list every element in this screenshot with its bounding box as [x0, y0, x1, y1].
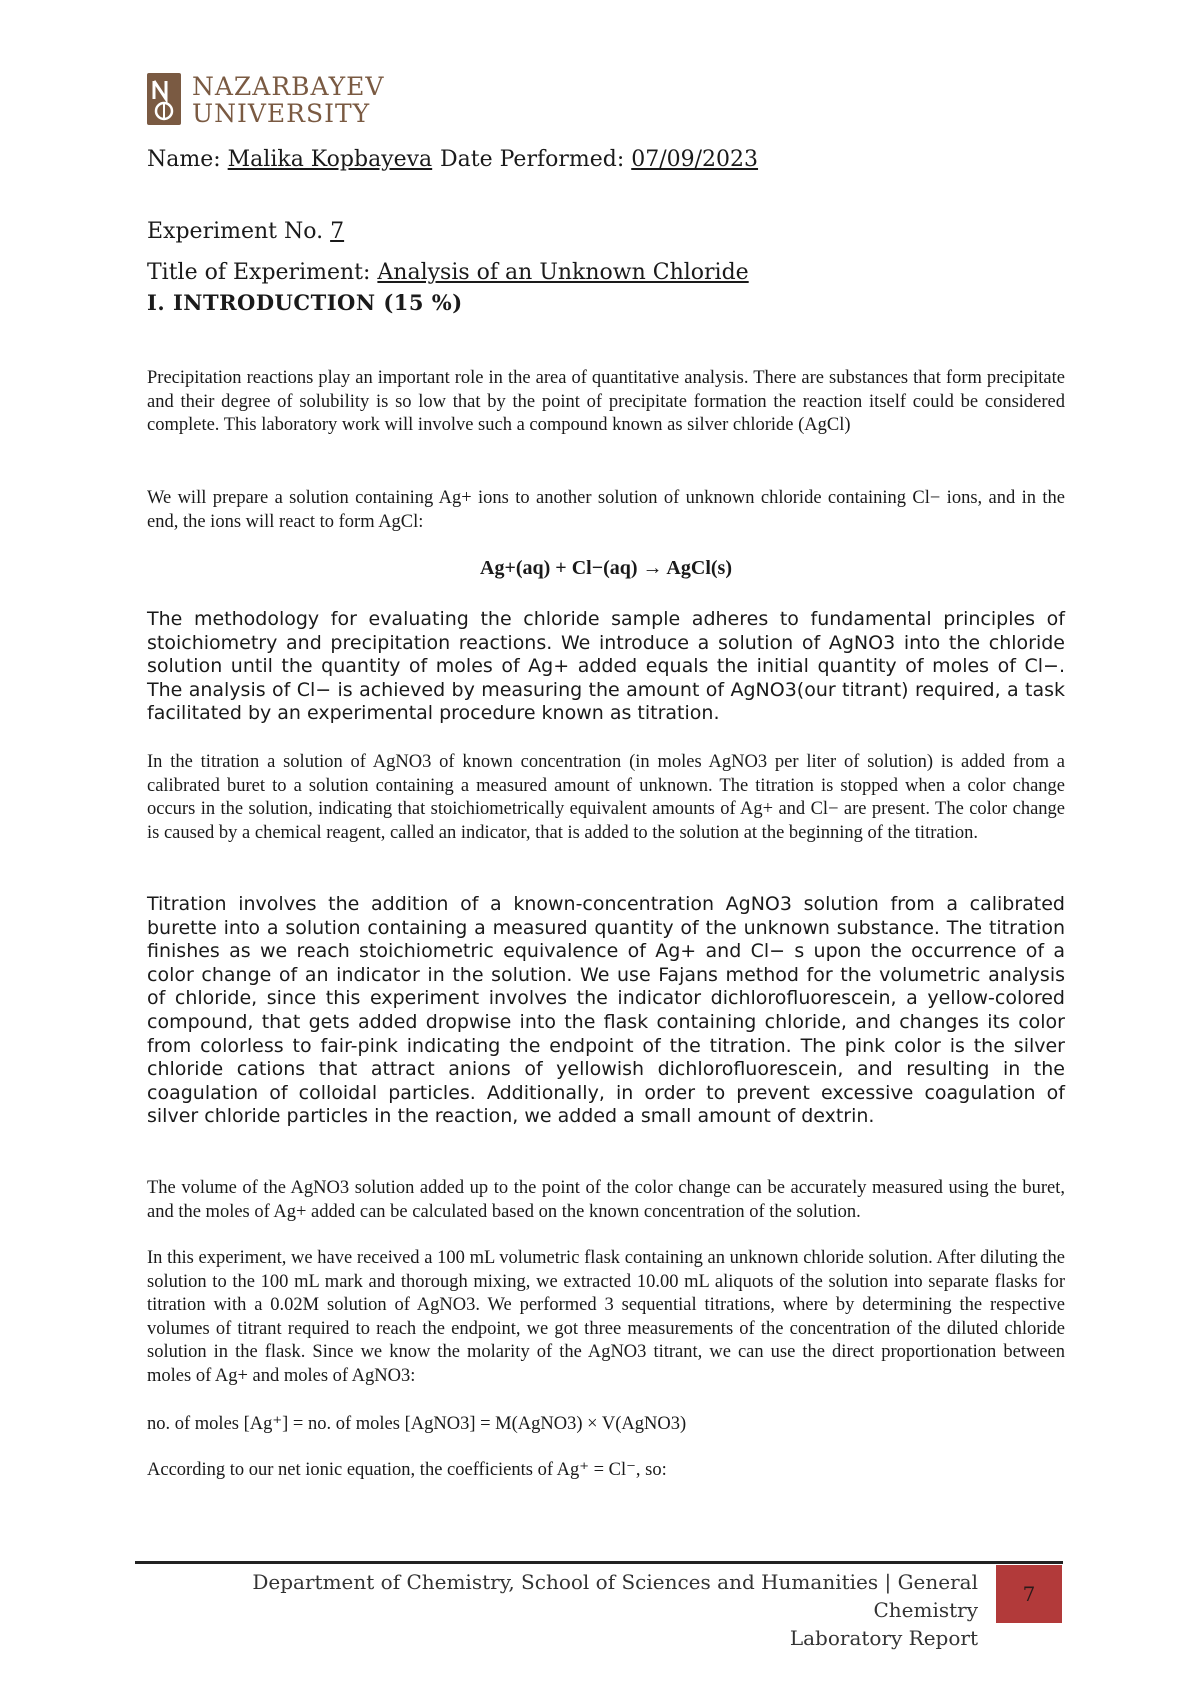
section-heading: I. INTRODUCTION (15 %) [147, 290, 463, 315]
date-performed: 07/09/2023 [631, 147, 759, 172]
experiment-title: Analysis of an Unknown Chloride [377, 260, 749, 285]
paragraph-2: We will prepare a solution containing Ag+ ions to another solution of unknown chloride containing Cl− ions, and in the end, the ions will react to form AgCl: [147, 488, 1065, 532]
footer-line-2: Laboratory Report [789, 1626, 978, 1650]
moles-equation: no. of moles [Ag⁺] = no. of moles [AgNO3] = M(AgNO3) × V(AgNO3) [147, 1414, 687, 1434]
page-number: 7 [996, 1565, 1062, 1623]
footer-divider [135, 1561, 1063, 1564]
footer-line-1: Department of Chemistry, School of Sciences and Humanities | General Chemistry [252, 1570, 978, 1622]
net-ionic-equation: Ag+(aq) + Cl−(aq) → AgCl(s) [480, 557, 732, 579]
date-label: Date Performed: [440, 147, 632, 172]
paragraph-8: According to our net ionic equation, the coefficients of Ag⁺ = Cl⁻, so: [147, 1460, 667, 1480]
university-emblem-icon [147, 73, 181, 125]
experiment-number-field [147, 219, 344, 244]
paragraph-4: In the titration a solution of AgNO3 of known concentration (in moles AgNO3 per liter of solution) is added from a calibrated buret to a solution containing a measured amount of unknown. The titration is stopped when a color change occurs in the solution, indicating that stoichiometrically equivalent amounts of Ag+ and Cl− are present. The color change is caused by a chemical reagent, called an indicator, that is added to the solution at the beginning of the titration. [147, 752, 1065, 843]
paragraph-1: Precipitation reactions play an important role in the area of quantitative analysis. There are substances that form precipitate and their degree of solubility is so low that by the point of precipitate formation the reaction itself could be considered complete. This laboratory work will involve such a compound known as silver chloride (AgCl) [147, 368, 1065, 435]
logo-line-1: NAZARBAYEV [192, 72, 385, 101]
date-field [440, 147, 758, 172]
name-label: Name: [147, 147, 228, 172]
experiment-number: 7 [330, 219, 345, 244]
paragraph-7: In this experiment, we have received a 100 mL volumetric flask containing an unknown chloride solution. After diluting the solution to the 100 mL mark and thorough mixing, we extracted 10.00 mL aliquots of the solution into separate flasks for titration with a 0.02M solution of AgNO3. We performed 3 sequential titrations, where by determining the respective volumes of titrant required to reach the endpoint, we got three measurements of the concentration of the diluted chloride solution in the flask. Since we know the molarity of the AgNO3 titrant, we can use the direct proportionation between moles of Ag+ and moles of AgNO3: [147, 1248, 1065, 1386]
paragraph-3: The methodology for evaluating the chloride sample adheres to fundamental principles of stoichiometry and precipitation reactions. We introduce a solution of AgNO3 into the chloride solution until the quantity of moles of Ag+ added equals the initial quantity of moles of Cl−. The analysis of Cl− is achieved by measuring the amount of AgNO3(our titrant) required, a task facilitated by an experimental procedure known as titration. [147, 608, 1065, 725]
experiment-title-field [147, 260, 749, 285]
university-logo [147, 73, 384, 127]
footer-text [178, 1568, 978, 1652]
student-name: Malika Kopbayeva [227, 147, 433, 172]
paragraph-5: Titration involves the addition of a known-concentration AgNO3 solution from a calibrated burette into a solution containing a measured quantity of the unknown substance. The titration finishes as we reach stoichiometric equivalence of Ag+ and Cl− s upon the occurrence of a color change of an indicator in the solution. We use Fajans method for the volumetric analysis of chloride, since this experiment involves the indicator dichlorofluorescein, a yellow-colored compound, that gets added dropwise into the flask containing chloride, and changes its color from colorless to fair-pink indicating the endpoint of the titration. The pink color is the silver chloride cations that attract anions of yellowish dichlorofluorescein, and resulting in the coagulation of colloidal particles. Additionally, in order to prevent excessive coagulation of silver chloride particles in the reaction, we added a small amount of dextrin. [147, 893, 1065, 1128]
experiment-label: Experiment No. [147, 219, 331, 244]
paragraph-6: The volume of the AgNO3 solution added up to the point of the color change can be accurately measured using the buret, and the moles of Ag+ added can be calculated based on the known concentration of the solution. [147, 1178, 1065, 1222]
name-field [147, 147, 432, 172]
logo-line-2: UNIVERSITY [192, 99, 371, 128]
title-label: Title of Experiment: [147, 260, 378, 285]
